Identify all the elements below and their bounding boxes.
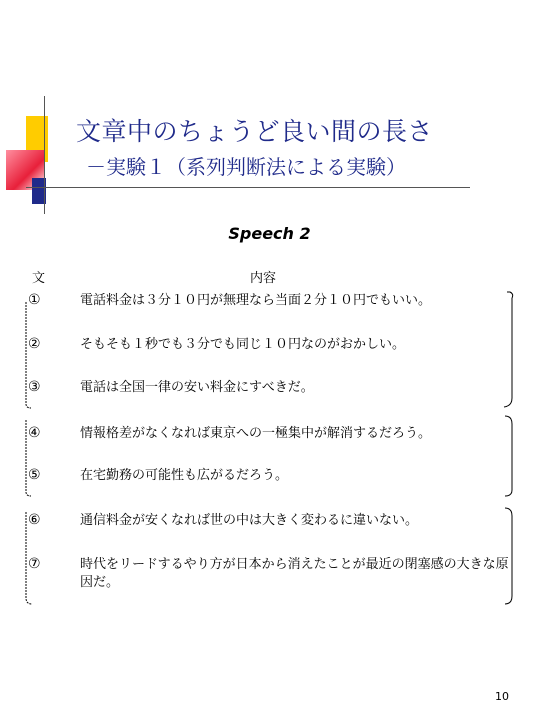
row-number: ③ xyxy=(28,379,41,395)
row-text: そもそも１秒でも３分でも同じ１０円なのがおかしい。 xyxy=(80,337,406,352)
table-row xyxy=(0,425,539,445)
row-text: 在宅勤務の可能性も広がるだろう。 xyxy=(80,468,289,483)
deco-vertical-line xyxy=(44,96,45,214)
row-text: 電話は全国一律の安い料金にすべきだ。 xyxy=(80,380,314,395)
row-number: ⑤ xyxy=(28,467,41,483)
page-subtitle: －実験１（系列判断法による実験） xyxy=(86,155,406,179)
deco-horizontal-line xyxy=(26,187,470,188)
page-title: 文章中のちょうど良い間の長さ xyxy=(76,117,434,146)
table-row xyxy=(0,336,539,356)
table-row xyxy=(0,556,539,596)
row-number: ① xyxy=(28,292,41,308)
table-row xyxy=(0,292,539,312)
column-header-sentence: 文 xyxy=(32,271,46,286)
row-text: 時代をリードするやり方が日本から消えたことが最近の閉塞感の大きな原因だ。 xyxy=(80,557,509,590)
speech-label: Speech 2 xyxy=(228,224,311,243)
table-row xyxy=(0,512,539,532)
row-number: ④ xyxy=(28,425,41,441)
row-number: ② xyxy=(28,336,41,352)
page-number: 10 xyxy=(495,690,509,703)
row-number: ⑦ xyxy=(28,556,41,572)
table-row xyxy=(0,467,539,487)
table-row xyxy=(0,379,539,399)
row-text: 電話料金は３分１０円が無理なら当面２分１０円でもいい。 xyxy=(80,293,432,308)
column-header-content: 内容 xyxy=(250,271,277,286)
row-text: 通信料金が安くなれば世の中は大きく変わるに違いない。 xyxy=(80,513,419,528)
row-number: ⑥ xyxy=(28,512,41,528)
row-text: 情報格差がなくなれば東京への一極集中が解消するだろう。 xyxy=(80,426,432,441)
